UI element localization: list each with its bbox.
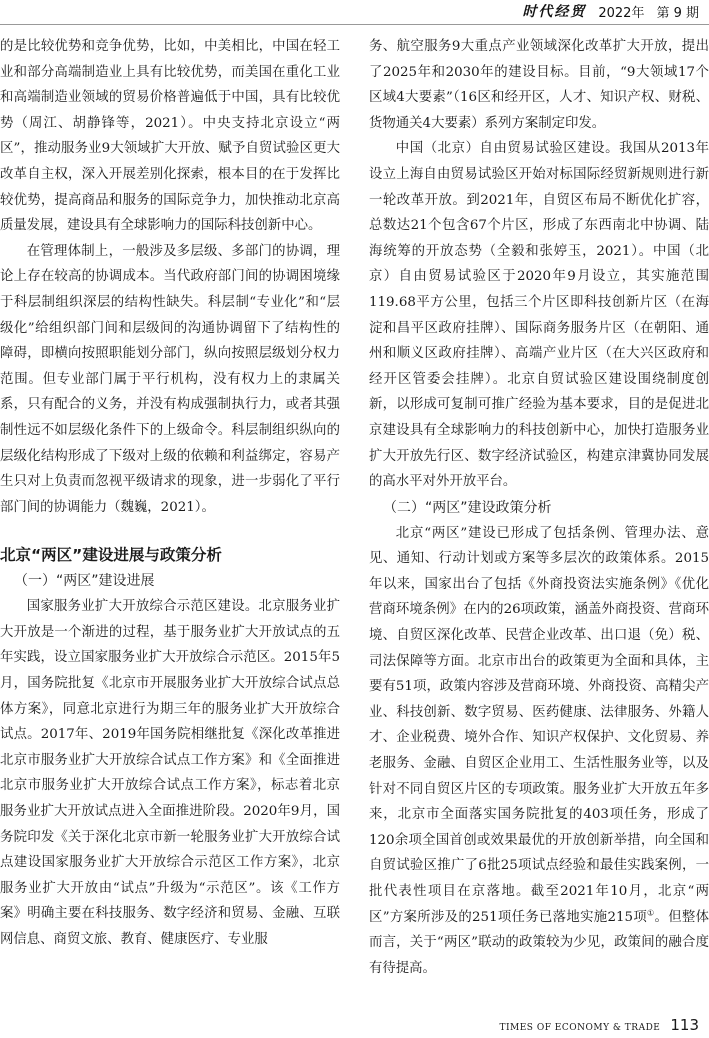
page-footer	[499, 1016, 699, 1034]
issue-year: 2022年	[598, 5, 645, 21]
journal-brand: 时代经贸	[522, 4, 587, 20]
right-paragraph-1: 务、航空服务9大重点产业领域深化改革扩大开放，提出了2025年和2030年的建设目标。目前，“9大领域17个区域4大要素”（16区和经开区，人才、知识产权、财税、货物通关4大要素）系列方案制定印发。	[369, 39, 709, 131]
left-paragraph-2: 在管理体制上，一般涉及多层级、多部门的协调，理论上存在较高的协调成本。当代政府部门间的协调困境缘于科层制组织深层的结构性缺失。科层制“专业化”和“层级化”给组织部门间和层级间的沟通协调留下了结构性的障碍，即横向按照职能划分部门，纵向按照层级划分权力范围。但专业部门属于平行机构，没有权力上的隶属关系，只有配合的义务，并没有构成强制执行力，或者其强制性远不如层级化条件下的上级命令。科层制组织纵向的层级化结构形成了下级对上级的依赖和利益绑定，容易产生只对上负责而忽视平级请求的现象，进一步弱化了平行部门间的协调能力（魏巍，2021）。	[0, 243, 340, 515]
right-paragraph-3-text: 北京“两区”建设已形成了包括条例、管理办法、意见、通知、行动计划或方案等多层次的政策体系。2015年以来，国家出台了包括《外商投资法实施条例》《优化营商环境条例》在内的26项政策，涵盖外商投资、营商环境、自贸区深化改革、民营企业改革、出口退（免）税、司法保障等方面。北京市出台的政策更为全面和具体，主要有51项，政策内容涉及营商环境、外商投资、高精尖产业、科技创新、数字贸易、医药健康、法律服务、外籍人才、企业税费、境外合作、知识产权保护、文化贸易、养老服务、金融、自贸区企业用工、生活性服务业等，以及针对不同自贸区片区的专项政策。服务业扩大开放五年多来，北京市全面落实国务院批复的403项任务，形成了120余项全国首创或效果最优的开放创新举措，向全国和自贸试验区推广了6批25项试点经验和最佳实践案例，一批代表性项目在京落地。截至2021年10月，北京“两区”方案所涉及的251项任务已落地实施215项	[369, 525, 709, 925]
right-column	[369, 34, 709, 981]
subsection-title-1: （一）“两区”建设进展	[14, 573, 155, 590]
subsection-title-2: （二）“两区”建设政策分析	[383, 499, 552, 516]
right-paragraph-3-end: 。但整体而言，关于“两区”联动的政策较为少见，政策间的融合度有待提高。	[369, 909, 709, 976]
page-header	[0, 0, 699, 22]
right-paragraph-3	[369, 521, 709, 982]
right-paragraph-2: 中国（北京）自由贸易试验区建设。我国从2013年设立上海自由贸易试验区开始对标国际经贸新规则进行新一轮改革开放。到2021年，自贸区布局不断优化扩容，总数达21个包含67个片区，形成了东西南北中协调、陆海统筹的开放态势（全毅和张婷玉，2021）。中国（北京）自由贸易试验区于2020年9月设立，其实施范围119.68平方公里，包括三个片区即科技创新片区（在海淀和昌平区政府挂牌）、国际商务服务片区（在朝阳、通州和顺义区政府挂牌）、高端产业片区（在大兴区政府和经开区管委会挂牌）。北京自贸试验区建设围绕制度创新，以形成可复制可推广经验为基本要求，目的是促进北京建设具有全球影响力的科技创新中心，加快打造服务业扩大开放先行区、数字经济试验区，构建京津冀协同发展的高水平对外开放平台。	[369, 141, 709, 490]
footnote-marker[interactable]: ①	[647, 908, 655, 918]
left-paragraph-1: 的是比较优势和竞争优势，比如，中美相比，中国在轻工业和部分高端制造业上具有比较优势，而美国在重化工业和高端制造业领域的贸易价格普遍低于中国，具有比较优势（周江、胡静锋等，2021）。中央支持北京设立“两区”，推动服务业9大领域扩大开放、赋予自贸试验区更大改革自主权，深入开展差别化探索，根本目的在于发挥比较优势，提高商品和服务的国际竞争力，加快推动北京高质量发展，建设具有全球影响力的国际科技创新中心。	[0, 39, 340, 234]
left-column	[0, 34, 340, 953]
header-rule	[0, 24, 709, 25]
left-paragraph-3: 国家服务业扩大开放综合示范区建设。北京服务业扩大开放是一个渐进的过程，基于服务业扩大开放试点的五年实践，设立国家服务业扩大开放综合示范区。2015年5月，国务院批复《北京市开展服务业扩大开放综合试点总体方案》，同意北京进行为期三年的服务业扩大开放综合试点。2017年、2019年国务院相继批复《深化改革推进北京市服务业扩大开放综合试点工作方案》和《全面推进北京市服务业扩大开放综合试点工作方案》，标志着北京服务业扩大开放试点进入全面推进阶段。2020年9月，国务院印发《关于深化北京市新一轮服务业扩大开放综合试点建设国家服务业扩大开放综合示范区工作方案》，北京服务业扩大开放由“试点”升级为“示范区”。该《工作方案》明确主要在科技服务、数字经济和贸易、金融、互联网信息、商贸文旅、教育、健康医疗、专业服	[0, 599, 340, 947]
journal-name-english: TIMES OF ECONOMY & TRADE	[499, 1023, 661, 1033]
page-number: 113	[670, 1016, 699, 1034]
issue-number: 第 9 期	[656, 5, 699, 21]
section-title: 北京“两区”建设进展与政策分析	[0, 546, 222, 565]
